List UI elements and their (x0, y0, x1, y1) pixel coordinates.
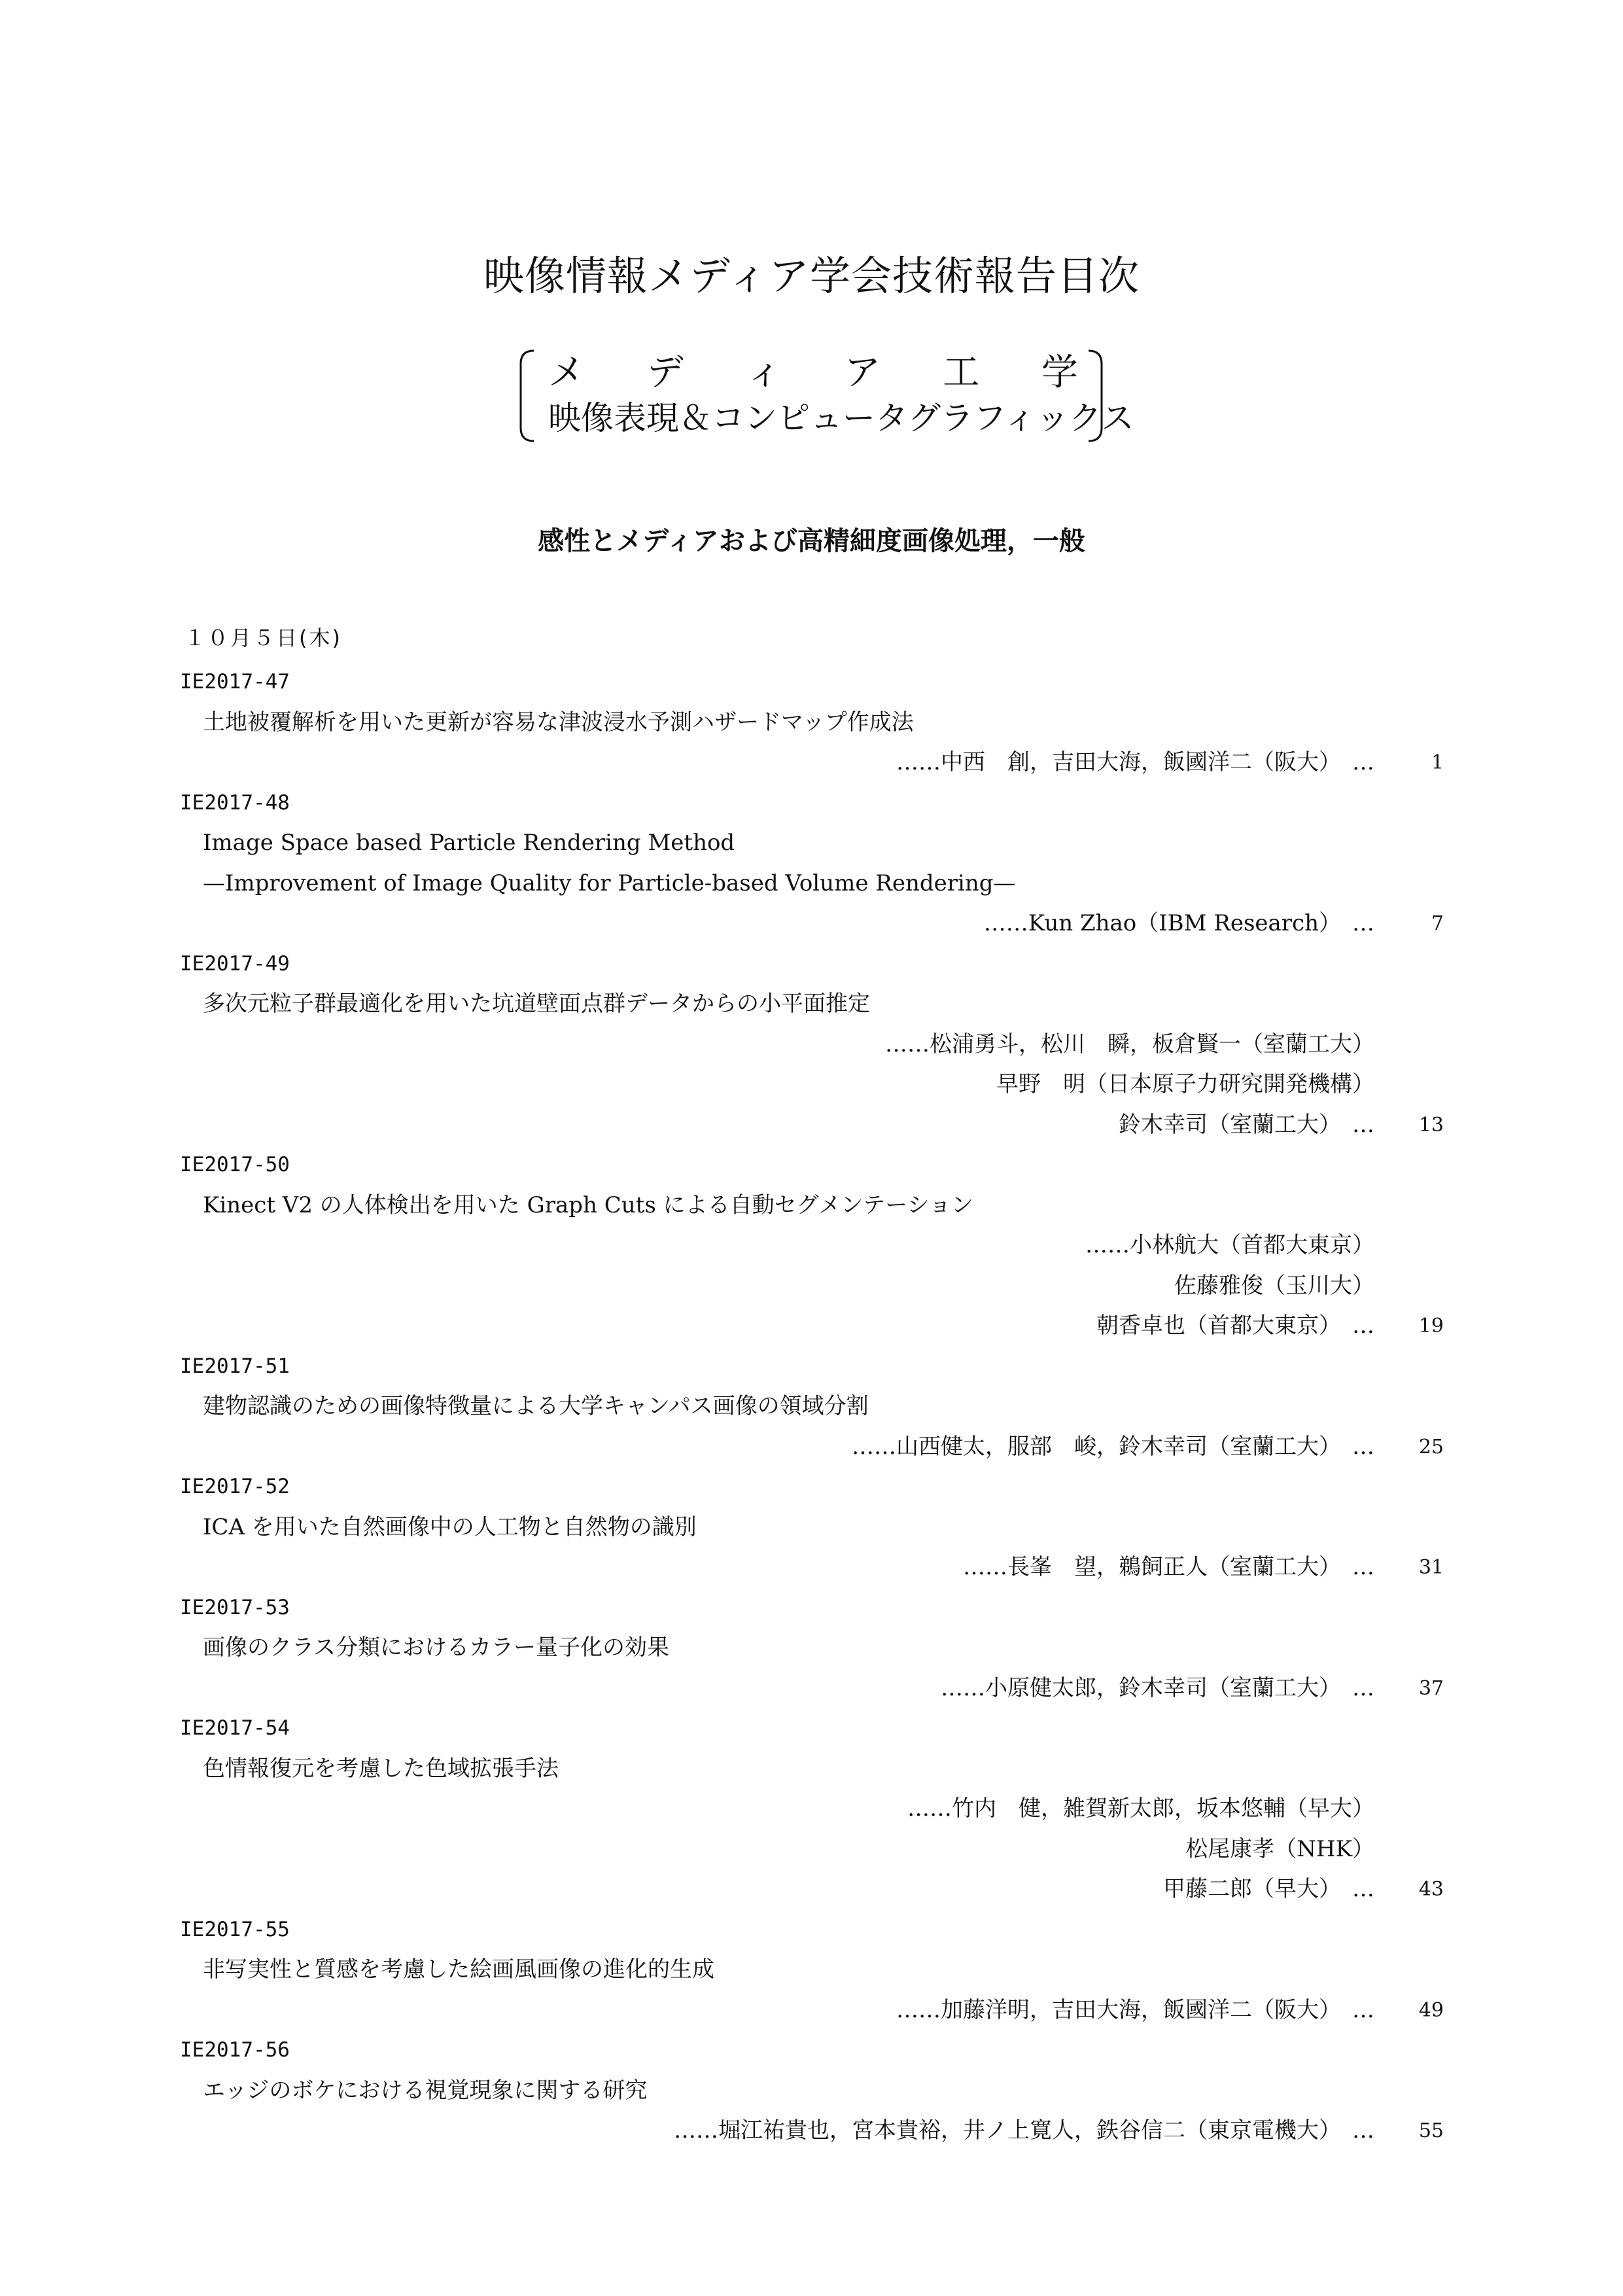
subtitle-char: 学 (1041, 351, 1078, 394)
entry-authors: 甲藤二郎（早大） … (1163, 1876, 1374, 1902)
entry-page-number: 7 (1431, 912, 1444, 935)
entry-title-line (0, 984, 1623, 1025)
entry-title-line (0, 1628, 1623, 1669)
entry-author-line (0, 1990, 1623, 2031)
entry-title-line (0, 1950, 1623, 1990)
entry-page-number: 43 (1418, 1878, 1444, 1901)
entry-page-number: 49 (1418, 1998, 1444, 2022)
entry-title-line (0, 823, 1623, 864)
entry-title-line (0, 703, 1623, 743)
page-title: 映像情報メディア学会技術報告目次 (483, 252, 1140, 300)
entry-author-line (0, 743, 1623, 783)
entry-author-line (0, 1226, 1623, 1266)
entry-id: IE2017-52 (180, 1475, 290, 1498)
entry-page-number: 55 (1418, 2119, 1444, 2142)
entry-author-line (0, 1065, 1623, 1105)
entry-author-line (0, 1306, 1623, 1347)
entry-title: 画像のクラス分類におけるカラー量子化の効果 (203, 1634, 669, 1661)
entry-author-line (0, 1266, 1623, 1307)
entry-title: Image Space based Particle Rendering Method (203, 830, 735, 856)
entry-title-line (0, 1508, 1623, 1548)
entry-authors: ……竹内 健，雑賀新太郎，坂本悠輔（早大） (907, 1795, 1374, 1822)
entry-author-line (0, 1427, 1623, 1468)
entry-id: IE2017-56 (180, 2038, 290, 2062)
left-bracket (521, 351, 534, 441)
entry-authors: ……小林航大（首都大東京） (1085, 1232, 1374, 1258)
entry-author-line (0, 1547, 1623, 1588)
entry-id: IE2017-51 (180, 1354, 290, 1378)
subtitle-media-engineering (548, 352, 1078, 394)
entry-id-line (0, 662, 1623, 703)
entry-authors: ……堀江祐貴也，宮本貴裕，井ノ上寛人，鉄谷信二（東京電機大） … (674, 2117, 1374, 2144)
entry-page-number: 37 (1418, 1676, 1444, 1700)
entry-page-number: 13 (1418, 1113, 1444, 1137)
entry-title-line (0, 1386, 1623, 1427)
subtitle-char: デ (646, 351, 684, 394)
entry-title: 色情報復元を考慮した色域拡張手法 (203, 1755, 559, 1782)
entry-id: IE2017-50 (180, 1153, 290, 1176)
entry-authors: ……Kun Zhao（IBM Research） … (983, 910, 1374, 936)
entry-page-number: 19 (1418, 1315, 1444, 1337)
subtitle-char: メ (548, 351, 585, 394)
entry-authors: 松尾康孝（NHK） (1185, 1835, 1374, 1862)
entry-id-line (0, 1708, 1623, 1749)
subtitle-char: ア (844, 351, 881, 394)
entry-page-number: 1 (1431, 751, 1444, 774)
entry-id-line (0, 1145, 1623, 1186)
entry-title: —Improvement of Image Quality for Particle-based Volume Rendering— (203, 870, 1016, 896)
session-title: 感性とメディアおよび高精細度画像処理，一般 (538, 526, 1085, 556)
subtitle-char: 工 (943, 351, 980, 394)
entry-authors: ……加藤洋明，吉田大海，飯國洋二（阪大） … (896, 1996, 1374, 2023)
entry-id-line (0, 1910, 1623, 1951)
date-heading: １０月５日(木) (184, 626, 342, 650)
entry-id-line (0, 1588, 1623, 1629)
entry-authors: ……長峯 望，鵜飼正人（室蘭工大） … (963, 1554, 1374, 1580)
entry-title: Kinect V2 の人体検出を用いた Graph Cuts による自動セグメンテーション (203, 1192, 973, 1218)
entry-title-line (0, 2071, 1623, 2111)
entry-id-line (0, 783, 1623, 824)
entry-title: 建物認識のための画像特徴量による大学キャンパス画像の領域分割 (203, 1393, 869, 1419)
entry-authors: ……松浦勇斗，松川 瞬，板倉賢一（室蘭工大） (885, 1031, 1374, 1057)
entry-title-line (0, 1749, 1623, 1790)
entry-page-number: 25 (1418, 1435, 1444, 1458)
entry-page-number: 31 (1418, 1556, 1444, 1579)
entry-id-line (0, 1467, 1623, 1508)
entry-author-line (0, 1025, 1623, 1065)
entry-authors: 佐藤雅俊（玉川大） (1174, 1272, 1374, 1299)
entry-title-line (0, 864, 1623, 904)
entry-id: IE2017-55 (180, 1917, 290, 1941)
entry-id-line (0, 2030, 1623, 2071)
entry-author-line (0, 1869, 1623, 1910)
entry-author-line (0, 1669, 1623, 1709)
entry-title: 多次元粒子群最適化を用いた坑道壁面点群データからの小平面推定 (203, 991, 870, 1017)
entry-author-line (0, 1829, 1623, 1870)
entry-id: IE2017-47 (180, 670, 290, 694)
subtitle-image-expression: 映像表現＆コンピュータグラフィックス (548, 399, 1134, 437)
entry-authors: ……中西 創，吉田大海，飯國洋二（阪大） … (896, 749, 1374, 775)
subtitle-box (517, 347, 1134, 445)
entry-title: 非写実性と質感を考慮した絵画風画像の進化的生成 (203, 1956, 714, 1983)
entry-title: エッジのボケにおける視覚現象に関する研究 (203, 2077, 648, 2104)
entry-title: ICA を用いた自然画像中の人工物と自然物の識別 (203, 1513, 697, 1540)
entry-id: IE2017-48 (180, 790, 290, 815)
entry-id: IE2017-53 (180, 1595, 290, 1619)
entry-authors: ……山西健太，服部 峻，鈴木幸司（室蘭工大） … (852, 1433, 1374, 1460)
entry-author-line (0, 2111, 1623, 2151)
entry-authors: 朝香卓也（首都大東京） … (1096, 1313, 1374, 1339)
entry-id: IE2017-54 (180, 1716, 290, 1740)
entry-title: 土地被覆解析を用いた更新が容易な津波浸水予測ハザードマップ作成法 (203, 709, 914, 735)
entry-author-line (0, 1105, 1623, 1146)
entry-author-line (0, 904, 1623, 944)
entry-authors: 鈴木幸司（室蘭工大） … (1119, 1111, 1374, 1138)
entry-id: IE2017-49 (180, 951, 290, 976)
entry-id-line (0, 944, 1623, 985)
entry-id-line (0, 1347, 1623, 1387)
subtitle-char: ィ (745, 351, 782, 394)
table-of-contents (0, 662, 1623, 2151)
entry-authors: 早野 明（日本原子力研究開発機構） (996, 1071, 1374, 1097)
entry-author-line (0, 1789, 1623, 1829)
entry-title-line (0, 1186, 1623, 1226)
entry-authors: ……小原健太郎，鈴木幸司（室蘭工大） … (941, 1674, 1374, 1701)
